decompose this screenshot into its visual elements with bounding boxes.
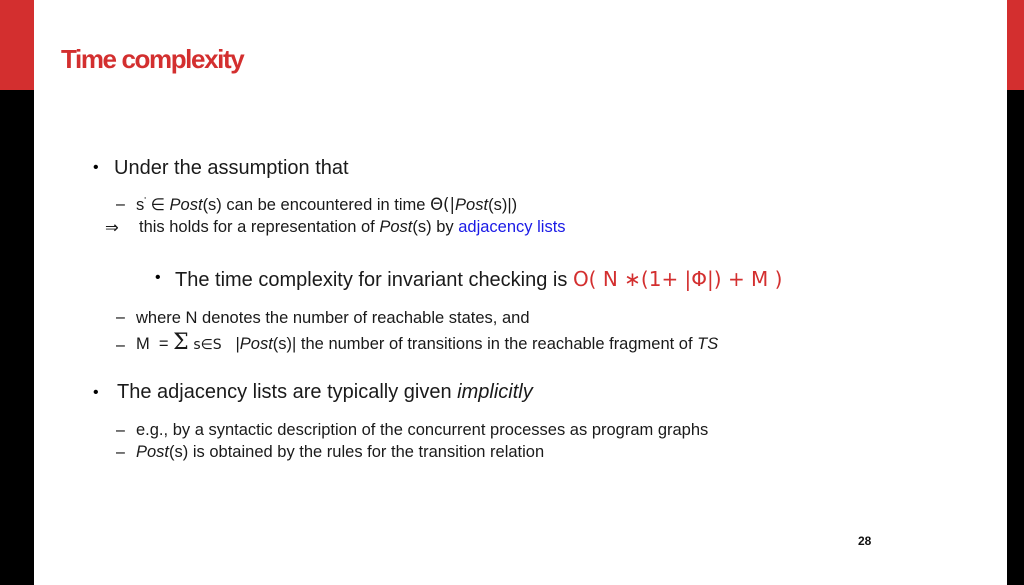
bullet-dot: • <box>93 159 99 176</box>
page-number: 28 <box>858 534 872 548</box>
accent-bar-left <box>0 0 34 90</box>
implies-arrow: ⇒ <box>105 218 119 237</box>
slide-title: Time complexity <box>61 44 244 74</box>
sub-where-n: where N denotes the number of reachable states, and <box>136 309 530 327</box>
bullet-assumption: Under the assumption that <box>114 157 349 179</box>
dash-marker: – <box>116 196 125 213</box>
dash-marker: – <box>116 309 125 326</box>
bullet-dot: • <box>155 269 161 286</box>
bullet-adjacency: The adjacency lists are typically given implicitly <box>117 381 533 403</box>
adjacency-lists-link[interactable]: adjacency lists <box>458 218 566 236</box>
accent-bar-right <box>1007 0 1024 90</box>
dash-marker: – <box>116 444 125 461</box>
sub-eg: e.g., by a syntactic description of the concurrent processes as program graphs <box>136 421 709 439</box>
sub-m-definition: M = Σ s∈S |Post(s)| the number of transitions in the reachable fragment of TS <box>136 330 719 355</box>
slide <box>34 0 1007 585</box>
sub-post-obtained: Post(s) is obtained by the rules for the transition relation <box>136 443 545 461</box>
dash-marker: – <box>116 337 125 354</box>
sub-representation: this holds for a representation of Post(s) by adjacency lists <box>139 218 566 236</box>
sub-encountered: s' ∈ Post(s) can be encountered in time Θ(|Post(s)|) <box>136 195 518 214</box>
complexity-formula: O( N ∗(1+ |Φ|) + M ) <box>572 267 783 291</box>
bullet-dot: • <box>93 384 99 401</box>
bullet-complexity: The time complexity for invariant checking is O( N ∗(1+ |Φ|) + M ) <box>175 267 783 291</box>
dash-marker: – <box>116 422 125 439</box>
